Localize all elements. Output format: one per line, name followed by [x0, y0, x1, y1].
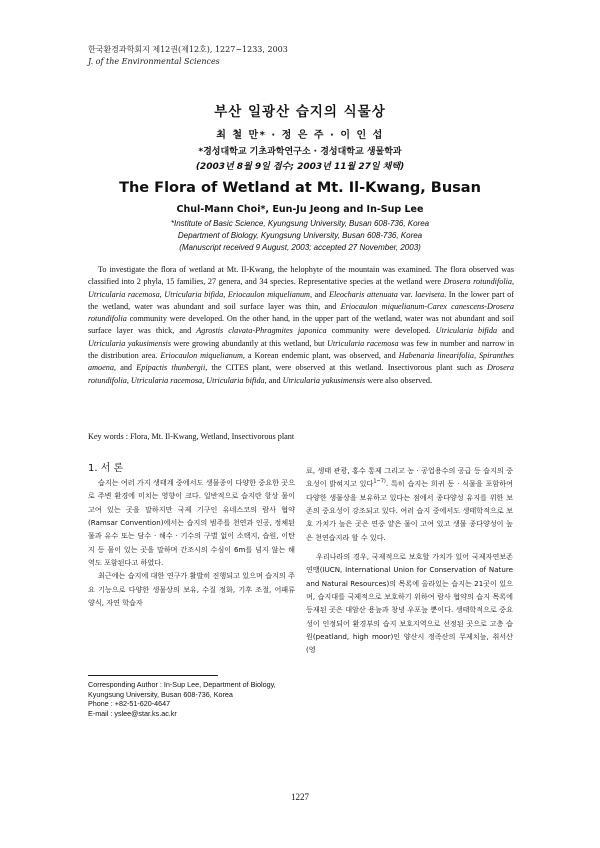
body-column-left: [88, 462, 295, 609]
manuscript-dates: (Manuscript received 9 August, 2003; accepted 27 November, 2003): [179, 243, 421, 252]
journal-citation: 한국환경과학회지 제12권(제12호), 1227~1233, 2003: [88, 45, 288, 54]
section-heading-introduction: 1. 서 론: [88, 463, 124, 474]
footnote-divider: [88, 675, 218, 676]
korean-title: 부산 일광산 습지의 식물상: [214, 104, 386, 120]
english-affiliation-2: Department of Biology, Kyungsung University, Busan 608-736, Korea: [177, 231, 423, 240]
body-column-right: [306, 464, 513, 657]
english-title: The Flora of Wetland at Mt. Il-Kwang, Busan: [119, 180, 481, 196]
body-paragraph: 료, 생태 관광, 홍수 통제 그리고 농 · 공업용수의 공급 등 습지의 중요성이 밝혀지고 있다$^{1\sim 7)}$. 특히 습지는 희귀 동 · 식물을 포함하여 다양한 생물상을 보유하고 있다는 점에서 종다양성 유지를 위한 보존의 중요성이 강조되고 있다. 여러 습지 중에서도 생태학적으로 보호 가치가 높은 곳은 연중 얕은 물이 고여 있고 생물 종다양성이 높은 천연습지라 할 수 있다.: [306, 466, 513, 542]
page-number: 1227: [291, 792, 309, 802]
english-affiliation-1: *Institute of Basic Science, Kyungsung University, Busan 608-736, Korea: [170, 219, 430, 228]
body-paragraph: 최근에는 습지에 대한 연구가 활발히 진행되고 있으며 습지의 주요 기능으로 다양한 생물상의 보유, 수질 정화, 기후 조절, 어패류 양식, 자연 학습자: [88, 571, 295, 608]
english-authors: Chul-Mann Choi*, Eun-Ju Jeong and In-Sup Lee: [176, 204, 424, 215]
korean-authors: 최 철 만* · 정 은 주 · 이 인 섭: [216, 130, 384, 141]
reference-marker: 1~7): [373, 478, 386, 485]
korean-affiliation: *경성대학교 기초과학연구소 · 경성대학교 생물학과: [198, 147, 402, 157]
correspondence-footnote: Corresponding Author : In-Sup Lee, Department of Biology, Kyungsung University, Busan 608-736, Korea Phone : +82-51-620-4647 E-mail : yslee@star.ks.ac.kr: [88, 680, 276, 718]
body-paragraph: 습지는 여러 가지 생태계 중에서도 생물종이 다양한 중요한 곳으로 주변 환경에 미치는 영향이 크다. 일반적으로 습지란 항상 물이 고여 있는 곳을 말하지만 국제 기구인 유네스코의 람사 협약(Ramsar Convention)에서는 습지의 범주를 천연과 인공, 정체된 물과 유수 또는 담수 · 해수 · 기수의 구별 없이 소택지, 습원, 이탄지 등 물이 있는 곳을 말하며 간조시의 수심이 6m를 넘지 않는 해역도 포함된다고 하였다.: [88, 478, 295, 568]
abstract: To investigate the flora of wetland at Mt. Il-Kwang, the helophyte of the mountain was examined. The flora observed was classified into 2 phyla, 15 families, 27 genera, and 34 species. Representative species at the wetland were Drosera rotundifolia, Utricularia racemosa, Utricularia bifida, Eriocaulon miquelianum, and Eleocharis attenuata var. laeviseta. In the lower part of the wetland, water was abundant and soil surface layer was thin, and Eriocaulon miquelianum-Carex canescens-Drosera rotundifolia community were developed. On the other hand, in the upper part of the wetland, water was not abundant and soil surface layer was thick, and Agrostis clavata-Phragmites japonica community were developed. Utricularia bifida and Utricularia yakusimensis were growing abundantly at this wetland, but Utricularia racemosa was few in number and narrow in the distribution area. Eriocaulon miquelianum, a Korean endemic plant, was observed, and Habenaria linearifolia, Spiranthes amoena, and Epipactis thunbergii, the CITES plant, were observed at this wetland. Insectivorous plant such as Drosera rotundifolia, Utricularia racemosa, Utricularia bifida, and Utricularia yakusimensis were also observed.: [88, 265, 515, 385]
keywords: Key words : Flora, Mt. Il-Kwang, Wetland, Insectivorous plant: [88, 432, 295, 441]
korean-dates: (2003년 8월 9일 접수; 2003년 11월 27일 채택): [195, 162, 405, 172]
journal-name: J. of the Environmental Sciences: [88, 57, 220, 66]
body-paragraph: 우리나라의 경우, 국제적으로 보호할 가치가 있어 국제자연보존연맹(IUCN, International Union for Conservation of Nature and Natural Resources)의 목록에 올라있는 습지는 21곳이 있으며, 습지대를 국제적으로 보호하기 위하여 람사 협약의 습지 목록에 등재된 곳은 대암산 용늪과 창녕 우포늪 뿐이다. 생태학적으로 중요성이 인정되어 환경부의 습지 보호지역으로 선정된 곳으로 고층 습원(peatland, high moor)인 양산시 정족산의 무제치늪, 취서산(영: [306, 552, 513, 655]
